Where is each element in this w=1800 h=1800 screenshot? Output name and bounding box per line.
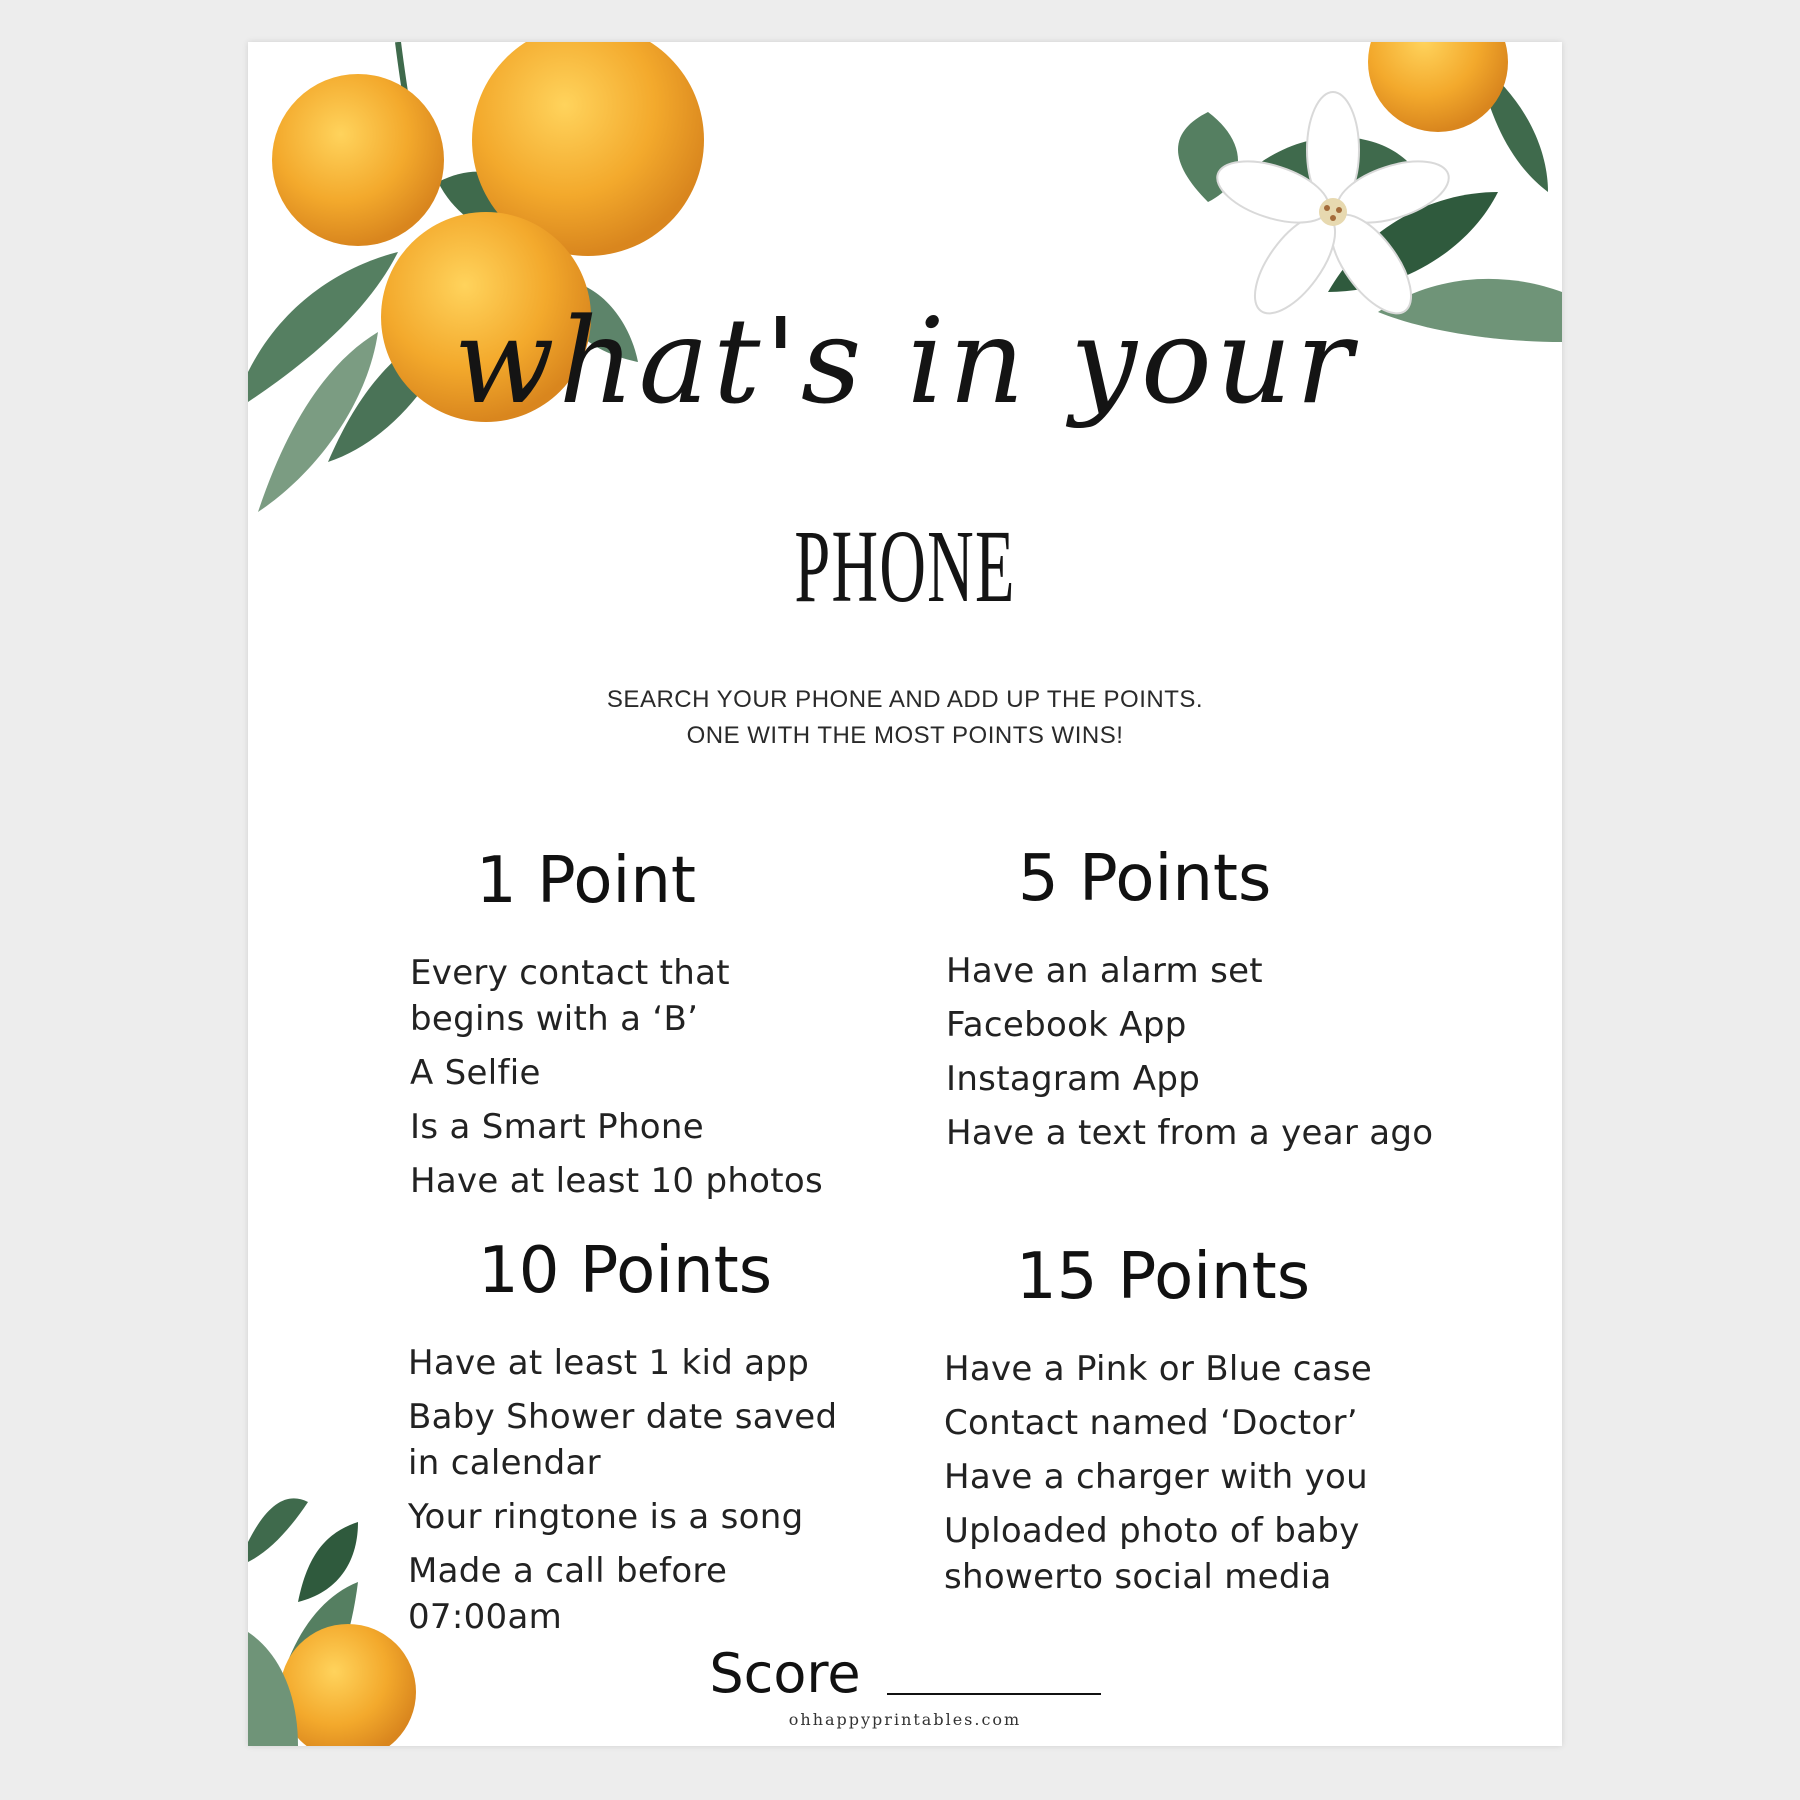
list-item: Is a Smart Phone — [410, 1107, 704, 1147]
score-blank-line[interactable] — [887, 1693, 1101, 1695]
instructions — [248, 682, 1562, 754]
list-item: Instagram App — [946, 1059, 1201, 1099]
category-1-point — [410, 842, 850, 1212]
instructions-line-1: SEARCH YOUR PHONE AND ADD UP THE POINTS. — [606, 686, 1204, 713]
footer-site: ohhappyprintables.com — [788, 1710, 1022, 1729]
oranges-and-leaves-icon — [248, 42, 704, 512]
list-item: Made a call before 07:00am — [408, 1551, 728, 1637]
list-item: Have a text from a year ago — [946, 1113, 1434, 1153]
list-item: Every contact that begins with a ‘B’ — [410, 953, 730, 1039]
score-area — [248, 1642, 1562, 1705]
list-item: A Selfie — [410, 1053, 541, 1093]
category-heading: 15 Points — [1016, 1240, 1311, 1314]
category-5-points — [946, 840, 1466, 1164]
list-item: Have a charger with you — [944, 1457, 1368, 1497]
title-caps-line: PHONE — [794, 509, 1016, 624]
list-item: Uploaded photo of baby showerto social media — [944, 1511, 1360, 1597]
list-item: Have a Pink or Blue case — [944, 1349, 1373, 1389]
list-item: Facebook App — [946, 1005, 1187, 1045]
category-items — [408, 1340, 848, 1640]
orange-with-leaves-icon — [248, 1498, 416, 1746]
category-10-points — [408, 1232, 848, 1648]
list-item: Have an alarm set — [946, 951, 1263, 991]
instructions-line-2: ONE WITH THE MOST POINTS WINS! — [686, 722, 1124, 749]
list-item: Your ringtone is a song — [408, 1497, 804, 1537]
category-heading: 10 Points — [478, 1234, 773, 1308]
list-item: Baby Shower date saved in calendar — [408, 1397, 838, 1483]
category-items — [946, 948, 1466, 1156]
score-label: Score — [709, 1642, 861, 1705]
category-15-points — [944, 1238, 1464, 1608]
category-heading: 1 Point — [476, 844, 696, 918]
category-heading: 5 Points — [1018, 842, 1272, 916]
category-items — [410, 950, 850, 1204]
list-item: Have at least 1 kid app — [408, 1343, 810, 1383]
game-sheet — [248, 42, 1562, 1746]
category-items — [944, 1346, 1464, 1600]
list-item: Contact named ‘Doctor’ — [944, 1403, 1358, 1443]
title-script-line: what's in your — [453, 292, 1357, 430]
list-item: Have at least 10 photos — [410, 1161, 824, 1201]
